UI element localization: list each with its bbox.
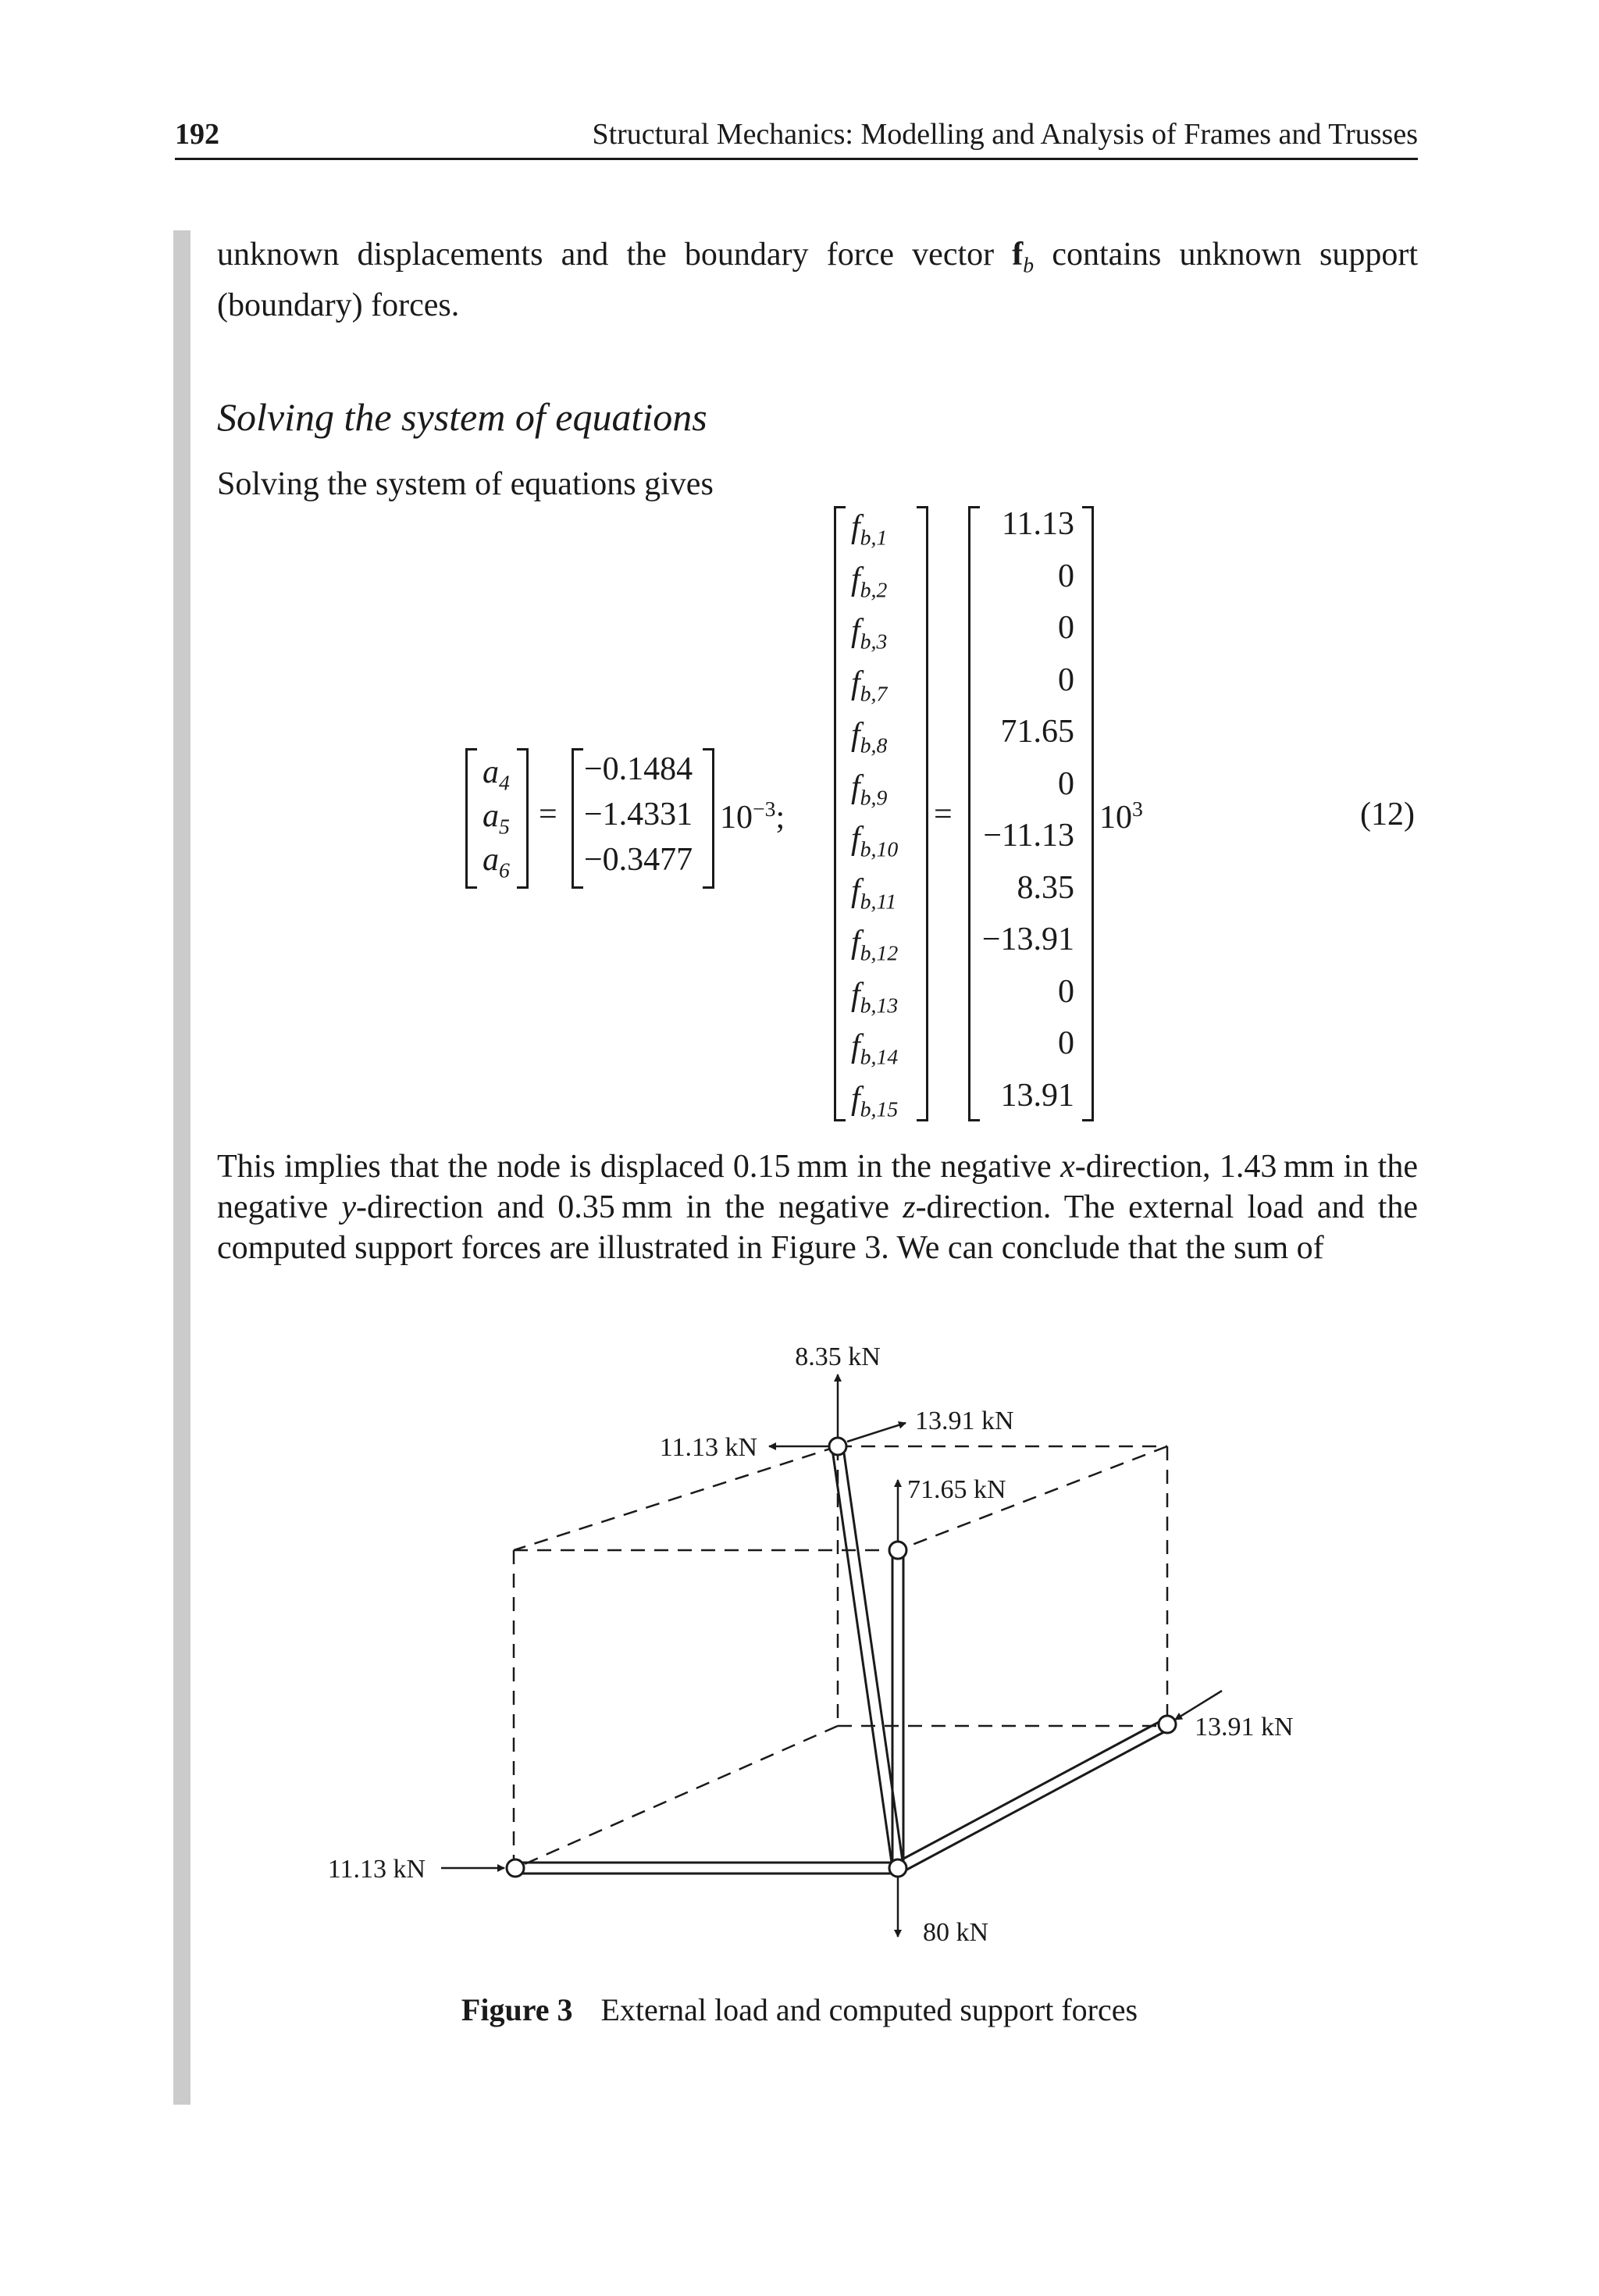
f-entry: $f_{b,15}$ [851, 1080, 899, 1121]
label-13-91-kn-top: 13.91 kN [915, 1406, 1014, 1435]
f-value: 8.35 [1017, 869, 1074, 906]
label-11-13-kn-top: 11.13 kN [659, 1433, 757, 1462]
f-value: 0 [1058, 973, 1074, 1010]
para1-text-b: contains unknown support (boundary) forces. [217, 237, 1418, 324]
f-value: 11.13 [1002, 506, 1074, 542]
a-values-right-bracket [703, 748, 714, 889]
f-entry: $f_{b,2}$ [851, 561, 888, 601]
f-value: 0 [1058, 610, 1074, 646]
label-11-13-kn-left: 11.13 kN [327, 1855, 426, 1884]
f-value: 0 [1058, 661, 1074, 698]
equation-number: (12) [1360, 797, 1415, 832]
truss-bars [515, 1448, 1170, 1874]
page-number: 192 [175, 118, 219, 151]
a-vector-left-bracket [465, 748, 477, 889]
equation-12 [0, 0, 1599, 1140]
truss-nodes [507, 1438, 1176, 1877]
f-value: 0 [1058, 1025, 1074, 1061]
a4: $a_4$ [483, 754, 510, 795]
caption-text: External load and computed support forces [600, 1992, 1138, 2027]
f-entry: $f_{b,3}$ [851, 613, 888, 654]
truss-force-diagram [297, 1328, 1312, 1952]
f-entry: $f_{b,7}$ [851, 665, 888, 705]
a-vector-right-bracket [517, 748, 529, 889]
equals-sign-1: = [539, 797, 557, 832]
a6: $a_6$ [483, 842, 510, 882]
f-vector-right-bracket [917, 506, 928, 1121]
paragraph-3: This implies that the node is displaced 0.15 mm in the negative x-direction, 1.43 mm in the negative y-direction and 0.35 mm in the negative z-direction. The external load and the computed support forces are illustrated in Figure 3. We can conclude that the sum of [217, 1149, 1418, 1266]
f-entry: $f_{b,1}$ [851, 509, 888, 550]
vector-f-sub: b [1023, 252, 1035, 277]
caption-label: Figure 3 [461, 1992, 573, 2027]
label-71-65-kn: 71.65 kN [907, 1475, 1006, 1504]
f-entry: $f_{b,11}$ [851, 872, 897, 913]
a5: $a_5$ [483, 798, 510, 839]
var-z: z [903, 1189, 916, 1225]
vector-f: f [1012, 237, 1024, 273]
f-entry: $f_{b,14}$ [851, 1029, 899, 1069]
force-arrows [441, 1374, 1222, 1937]
f-value: 71.65 [1000, 714, 1074, 750]
para1-text-a: unknown displacements and the boundary force vector [217, 237, 1013, 273]
paragraph-2: Solving the system of equations gives [217, 466, 714, 502]
f-entry: $f_{b,13}$ [851, 976, 899, 1017]
section-heading: Solving the system of equations [217, 395, 707, 439]
f-scale-factor: $10^3$ [1099, 797, 1143, 836]
a-scale-factor: $10^{-3}$; [720, 797, 785, 836]
figure-caption [0, 1991, 1599, 2028]
f-value: −13.91 [981, 922, 1074, 957]
f-vector-left-bracket [834, 506, 846, 1121]
f-entry: $f_{b,12}$ [851, 925, 899, 965]
label-80-kn: 80 kN [923, 1918, 989, 1947]
a-value-1: −0.1484 [584, 751, 693, 787]
a-value-2: −1.4331 [584, 797, 693, 832]
f-value: 0 [1058, 558, 1074, 594]
f-value: 0 [1058, 765, 1074, 802]
f-value: 13.91 [1000, 1077, 1074, 1114]
var-y: y [341, 1189, 357, 1225]
f-values-right-bracket [1082, 506, 1094, 1121]
running-title: Structural Mechanics: Modelling and Analysis of Frames and Trusses [592, 118, 1418, 151]
f-entry: $f_{b,8}$ [851, 717, 888, 758]
f-entry: $f_{b,9}$ [851, 768, 888, 809]
f-value: −11.13 [983, 818, 1074, 854]
a-value-3: −0.3477 [584, 842, 693, 878]
label-8-35-kn: 8.35 kN [795, 1342, 881, 1371]
equals-sign-2: = [934, 797, 953, 832]
label-13-91-kn-right: 13.91 kN [1195, 1713, 1294, 1742]
f-entry: $f_{b,10}$ [851, 821, 899, 861]
var-x: x [1060, 1149, 1075, 1185]
a-values-left-bracket [572, 748, 583, 889]
